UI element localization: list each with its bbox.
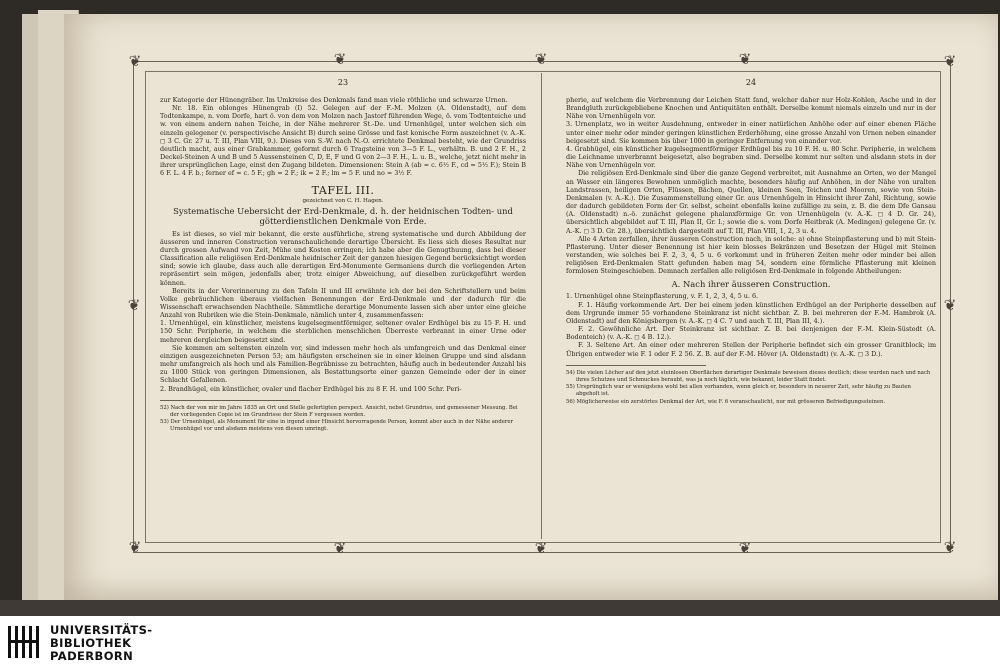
library-logo-icon	[6, 622, 42, 662]
column-divider	[541, 73, 542, 539]
tafel-title: TAFEL III.	[311, 183, 375, 197]
library-logo-text	[50, 624, 152, 662]
corner-ornament-icon: ❦	[943, 538, 957, 556]
footnote: 55) Ursprünglich war er wenigstens wohl bei allen vorhanden, wenn gleich er, besonders in neuerer Zeit, sehr häufig zu Bauten abgeholt ist.	[566, 384, 911, 398]
bottom-ornament-icon: ❦	[534, 539, 548, 557]
library-footer	[0, 616, 1000, 668]
tafel-heading: Systematische Uebersicht der Erd-Denkmale, d. h. der heidnischen Todten- und götterdienstlichen Denkmale von Erde.	[173, 205, 513, 227]
page-number: 23	[337, 78, 349, 87]
paragraph: Die religiösen Erd-Denkmale sind über die ganze Gegend verbreitet, mit Ausnahme an Orten, wo der Mangel an Wasser ein längeres Bewohnen unmöglich machte, besonders häufig auf Anhöhen, in der Nähe von uralten Landstrassen, heiligen Orten, Flüssen, Bächen, Quellen, kleinen Seen, Teichen und Mooren, sowie von Stein-Denkmalen (v. A.-K.). Die Zusammenstellung einer Gr. aus Urnenhügeln in Hinsicht ihrer Zahl, Richtung, sowie der dadurch gebildeten Form der Gr. selbst, scheint ebenfalls keine zufällige zu sein, z. B. die dem Dfe Gansau (A. Oldenstadt) n.-ö. zunächst gelegene phalanxförmige Gr. von Urnenhügeln (v. A.-K. ◻ 4 D. Gr. 24), übersichtlich abgebildet auf T. III, Plan II, Gr. I.; sowie die s. vom Dorfe Heitbrak (A. Medingen) gelegene Gr. (v. A.-K. ◻ 3 D. Gr. 28.), übersichtlich dargestellt auf T. III, Plan VIII, 1, 2, 3 u. 4.	[566, 169, 936, 235]
section-heading: A. Nach ihrer äusseren Construction.	[671, 279, 831, 290]
paragraph: pherie, auf welchem die Verbrennung der Leichen Statt fand, welcher daher nur Holz-Kohlen, Asche und in der Brandgluth zurückgebliebene Knochen und Antiquitäten enthält. Derselbe kommt niemals einzeln und nur in der Nähe von Urnenhügeln vor.	[566, 96, 936, 121]
paragraph: Es ist dieses, so viel mir bekannt, die erste ausführliche, streng systematische und durch Abbildung der äusseren und inneren Construction veranschaulichende derartige Übersicht. Es liess sich dieses Resultat nur durch grossen Aufwand von Zeit, Mühe und Kosten erringen; ich habe aber die Genugthuung, dass bei dieser Classification alle religiösen Erd-Denkmale heidnischer Zeit der ganzen hiesigen Gegend berücksichtigt worden sind; sowie ich glaube, dass auch alle derartigen Erd-Monumente Germaniens durch die vorliegenden Arten repräsentirt sein mögen, jedenfalls aber, trotz einiger Abweichung, auf dieselben zurückgeführt werden können.	[160, 229, 526, 287]
side-ornament-icon: ❦	[127, 296, 141, 314]
paragraph: 2. Brandhügel, ein künstlicher, ovaler und flacher Erdhügel bis zu 8 F. H. und 100 Schr. Peri-	[160, 384, 462, 393]
side-ornament-icon: ❦	[943, 296, 957, 314]
left-page	[160, 78, 526, 434]
paragraph: 3. Urnenplatz, wo in weiter Ausdehnung, entweder in einer natürlichen Anhöhe oder auf einer ebenen Fläche unter einer mehr oder minder geringen künstlichen Erderhöhung, eine grosse Anzahl von Urnen neben einander beigesetzt sind. Sie kommen bis über 1000 in geringer Entfernung von einander vor.	[566, 120, 936, 145]
top-ornament-icon: ❦	[333, 50, 347, 68]
footnote-rule	[160, 400, 300, 401]
top-ornament-icon: ❦	[534, 50, 548, 68]
footnote: 53) Der Urnenhügel, als Monument für eine in irgend einer Hinsicht hervorragende Person, kommt aber auch in der Nähe anderer Urnenhügel vor und alsdann meistens von diesen umringt.	[160, 419, 514, 433]
paragraph: 1. Urnenhügel, ein künstlicher, meistens kugelsegmentförmiger, seltener ovaler Erdhügel bis zu 15 F. H. und 150 Schr. Peripherie, in welchem die sterblichen menschlichen Überreste verbrannt in einer Urne oder mehreren dergleichen beigesetzt sind.	[160, 319, 526, 344]
paragraph: Sie kommen am seltensten einzeln vor, sind indessen mehr hoch als umfangreich und das Denkmal einer einzigen ausgezeichneten Person 53; am häufigsten erscheinen sie in einer kleinen Gruppe und sind alsdann mehr umfangreich als hoch und als Familien-Begräbnisse zu betrachten, häufig auch in bedeutender Anzahl bis zu 1000 Stück von geringen Dimensionen, als Bestattungsorte einer ganzen Gemeinde oder der in einer Schlacht Gefallenen.	[160, 343, 526, 385]
logo-line: UNIVERSITÄTS-	[50, 623, 153, 637]
footnote-rule	[566, 365, 706, 366]
footnote: 52) Nach der von mir im Jahre 1835 an Ort und Stelle gefertigten perspect. Ansicht, nebst Grundriss, und gemessener Messung. Bei der vorliegenden Copie ist im Grundrisse der Stein F vergessen worden.	[160, 404, 518, 418]
footnote: 54) Die vielen Löcher auf den jetzt steinlosen Oberflächen derartiger Denkmale beweisen dieses deutlich; diese wurden nach und nach ihres Schutzes und Schmuckes beraubt, was ja noch täglich, wie bekannt, leider Statt findet.	[566, 369, 931, 383]
paragraph: Alle 4 Arten zerfallen, ihrer äusseren Construction nach, in solche: a) ohne Steinpflasterung und b) mit Stein-Pflasterung. Unter dieser Benennung ist hier kein blosses Bekränzen und Besetzen der Hügel mit Steinen verstanden, wie solches bei F. 2, 3, 4, 5 u. 6 vorkommt und in früheren Zeiten mehr oder minder bei allen religiösen Erd-Denkmalen Statt gefunden haben mag 54, sondern eine förmliche Pflasterung mit kleinen formlosen Steingeschieben. Demnach zerfallen alle religiösen Erd-Denkmale in folgende Abtheilungen:	[566, 234, 936, 276]
tafel-subtitle: gezeichnet von C. H. Hagen.	[302, 197, 384, 204]
right-page	[566, 78, 936, 406]
corner-ornament-icon: ❦	[128, 52, 142, 70]
paragraph: F. 2. Gewöhnliche Art. Der Steinkranz ist sichtbar. Z. B. bei denjenigen der F.-M. Klein-Süstedt (A. Bodenteich) (v. A.-K. ◻ 4 B. 12.).	[566, 325, 936, 342]
page-number: 24	[745, 78, 757, 87]
bottom-ornament-icon: ❦	[738, 539, 752, 557]
corner-ornament-icon: ❦	[128, 538, 142, 556]
paragraph: Bereits in der Vorerinnerung zu den Tafeln II und III erwähnte ich der bei den Schriftstellern und beim Volke gebräuchlichen überaus vielfachen Benennungen der Erd-Denkmale und der dadurch für die Wissenschaft erwachsenden Nachtheile. Sämmtliche derartige Monumente lassen sich aber unter eine gleiche Anzahl von Rubriken wie die Stein-Denkmale, nämlich unter 4, zusammenfassen:	[160, 286, 526, 320]
paragraph: 4. Grabhügel, ein künstlicher kugelsegmentförmiger Erdhügel bis zu 10 F. H. u. 80 Schr. Peripherie, in welchem die Leichname unverbrannt beigesetzt, also begraben sind. Derselbe kommt nur selten und alsdann stets in der Nähe von Urnenhügeln vor.	[566, 144, 936, 170]
bottom-ornament-icon: ❦	[333, 539, 347, 557]
paragraph: zur Kategorie der Hünengräber. Im Umkreise des Denkmals fand man viele röthliche und schwarze Urnen.	[160, 96, 508, 104]
paragraph: F. 1. Häufig vorkommende Art. Der bei einem jeden künstlichen Erdhügel an der Peripherie desselben auf dem Urgrunde immer 55 vorhandene Steinkranz ist nicht sichtbar. Z. B. bei mehreren der F.-M. Hambrok (A. Oldenstadt) auf den Königsbergen (v. A.-K. ◻ 4 C. 7 und auch T. III, Plan III, 4.).	[566, 300, 936, 325]
paragraph: F. 3. Seltene Art. An einer oder mehreren Stellen der Peripherie befindet sich ein grosser Granitblock; im Übrigen entweder wie F. 1 oder F. 2 56. Z. B. auf der F.-M. Höver (A. Oldenstadt) (v. A.-K. ◻ 3 D.).	[566, 341, 936, 358]
logo-line: BIBLIOTHEK	[50, 635, 132, 650]
paragraph: 1. Urnenhügel ohne Steinpflasterung, v. F. 1, 2, 3, 4, 5 u. 6.	[566, 292, 759, 301]
corner-ornament-icon: ❦	[943, 52, 957, 70]
logo-line: PADERBORN	[50, 648, 134, 663]
paragraph: Nr. 18. Ein oblonges Hünengrab (I) 52. Gelegen auf der F.-M. Molzen (A. Oldenstadt), auf dem Todtenkampe, n. vom Dorfe, hart ö. von dem von Molzen nach Jastorf führenden Wege, ö. vom Todtenteiche und w. von einem andern nahen Teiche, in der Nähe mehrerer St.-De. und Urnenhügel, unter welchen sich ein einzeln gelegener (v. perspectivische Ansicht B) durch seine Grösse und fast konische Form auszeichnet (v. A.-K. ◻ 3 C. Gr. 27 u. T. III, Plan VIII, 9.). Dieses von S.-W. nach N.-O. errichtete Denkmal besteht, wie der Grundriss deutlich macht, aus einer Grabkammer, geformt durch 6 Tragsteine von 3—5 F. L., verhältn. B. und 2 F. H., 2 Deckel-Steinen A und B und 5 Aussensteinen C, D, E, F und G von 2—3 F. H., L. u. B., welche, jetzt nicht mehr in ihrer ursprünglichen Lage, einst den Zugang bildeten. Dimensionen: Stein A (ab = c. 6½ F., cd = 5½ F.); Stein B 6 F. L. 4 F. b.; ferner ef = c. 5 F.; gh = 2 F.; ik = 2 F.; lm = 5 F. und no = 3½ F.	[160, 104, 527, 178]
top-ornament-icon: ❦	[738, 50, 752, 68]
footnote: 56) Möglicherweise ein zerstörtes Denkmal der Art, wie F. 6 veranschaulicht, nur mit grösseren Befriedigungssteinen.	[566, 398, 886, 405]
